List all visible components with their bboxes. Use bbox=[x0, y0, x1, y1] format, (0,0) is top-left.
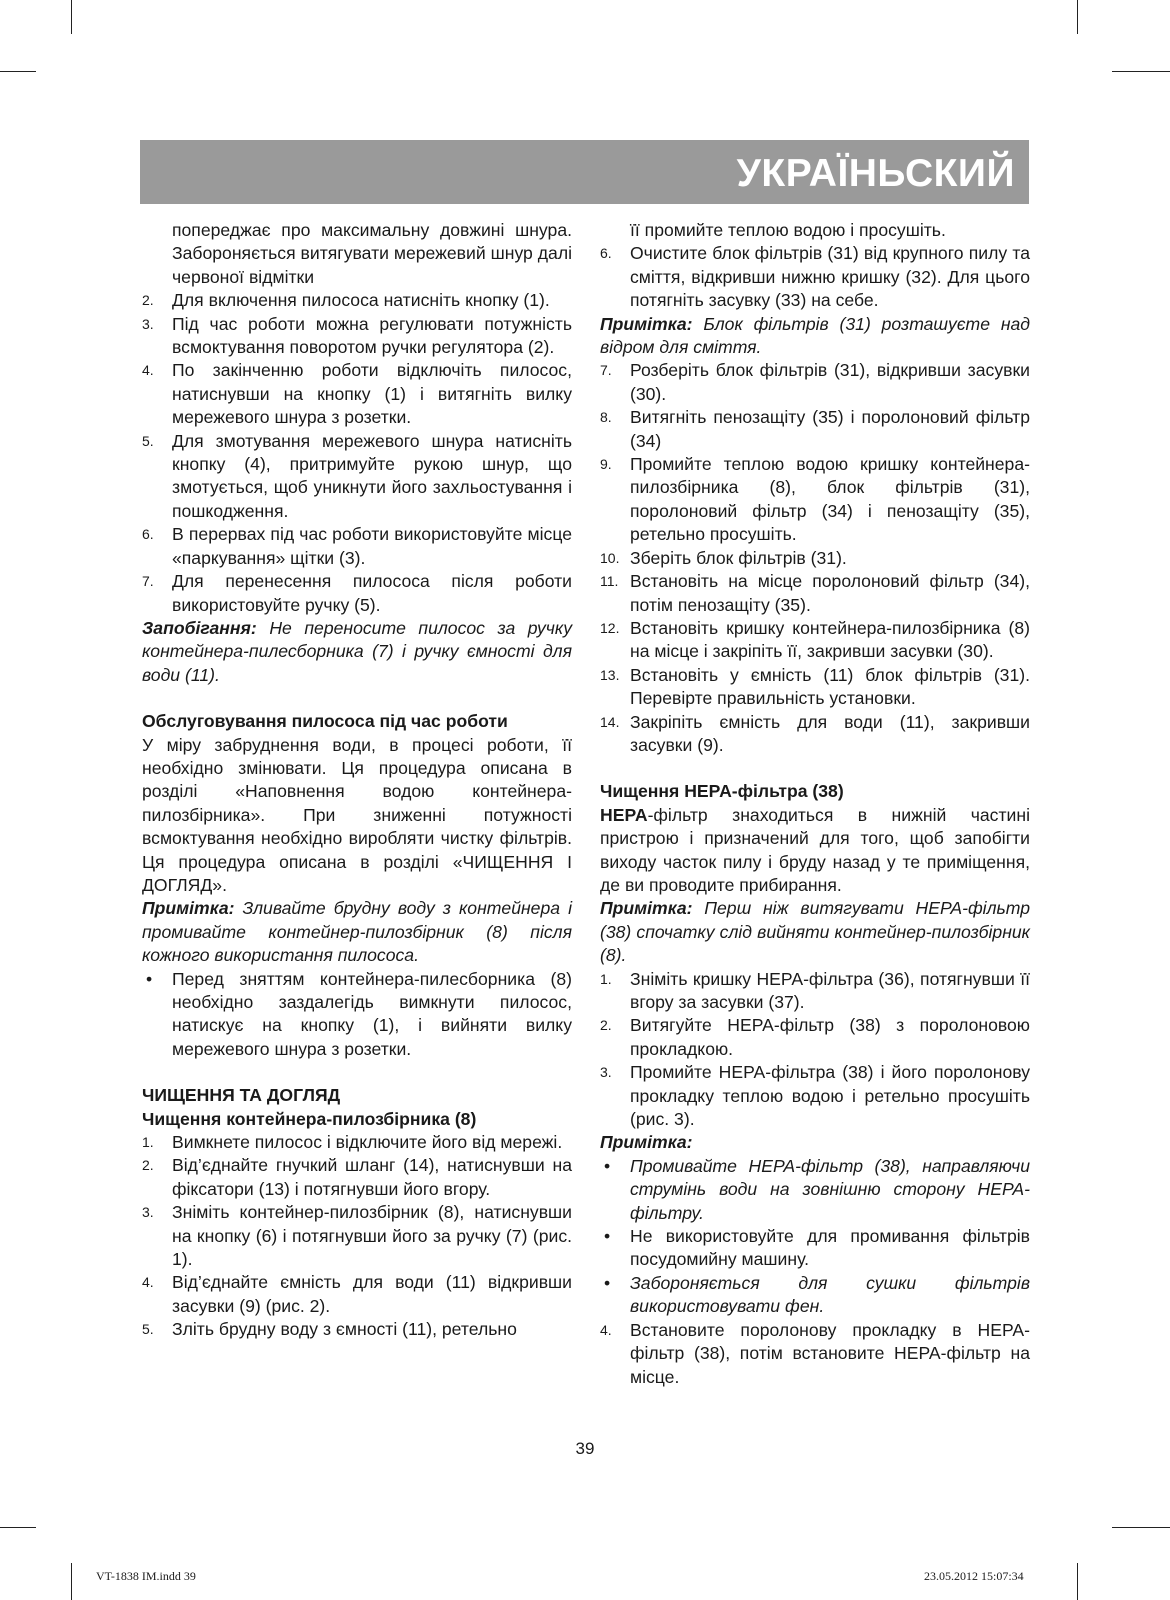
item-text: Встановіть кришку контейнера-пилозбірника (8) на місце і закріпіть її, закривши засувки (30). bbox=[630, 617, 1030, 662]
warning-text: Не переносите пилосос за ручку контейнера-пилесборника (7) і ручку ємності для води (11). bbox=[142, 617, 573, 685]
note bbox=[600, 897, 1030, 967]
item-text: Під час роботи можна регулювати потужність всмоктування поворотом ручки регулятора (2). bbox=[172, 313, 572, 358]
item-number: 4. bbox=[600, 1321, 612, 1338]
item-text: Вимкнете пилосос і відключите його від мережі. bbox=[172, 1132, 563, 1153]
crop-mark bbox=[1112, 71, 1170, 72]
item-number: 6. bbox=[142, 526, 154, 543]
list-item bbox=[600, 242, 1030, 312]
note-text: Перш ніж витягувати HEPA-фільтр (38) спочатку слід вийняти контейнер-пилозбірник (8). bbox=[600, 898, 1031, 966]
language-title: УКРАЇНЬСКИЙ bbox=[736, 152, 1015, 195]
bullet-text: Перед зняттям контейнера-пилесборника (8) необхідно заздалегідь вимкнути пилосос, натискує на кнопку (1), і вийняти вилку мережевого шнура з розетки. bbox=[172, 968, 572, 1059]
right-column bbox=[600, 219, 1030, 1389]
list-item bbox=[600, 968, 1030, 1015]
item-number: 3. bbox=[142, 315, 154, 332]
item-number: 3. bbox=[142, 1204, 154, 1221]
item-text: По закінченню роботи відключіть пилосос, натиснувши на кнопку (1) і витягніть вилку мережевого шнура з розетки. bbox=[172, 360, 572, 428]
crop-mark bbox=[0, 71, 36, 72]
note-text: Блок фільтрів (31) розташуєте над відром для сміття. bbox=[600, 313, 1031, 358]
item-number: 4. bbox=[142, 362, 154, 379]
item-text: Від’єднайте ємність для води (11) відкривши засувки (9) (рис. 2). bbox=[172, 1272, 572, 1316]
item-text: В перервах під час роботи використовуйте місце «паркування» щітки (3). bbox=[172, 524, 572, 568]
item-number: 12. bbox=[600, 619, 620, 636]
list-item bbox=[600, 711, 1030, 758]
item-number: 9. bbox=[600, 456, 612, 473]
item-number: 1. bbox=[142, 1134, 154, 1151]
list-item bbox=[600, 617, 1030, 664]
item-text: Зніміть кришку HEPA-фільтра (36), потягнувши її вгору за засувки (37). bbox=[630, 968, 1030, 1012]
note-label: Примітка: bbox=[600, 1132, 693, 1153]
hepa-bold: HEPA bbox=[600, 804, 648, 825]
list-item bbox=[600, 406, 1030, 453]
item-number: 10. bbox=[600, 549, 620, 566]
hepa-bullets bbox=[600, 1155, 1030, 1319]
item-text: Закріпіть ємність для води (11), закривши засувки (9). bbox=[630, 711, 1030, 755]
list-item bbox=[600, 547, 1030, 570]
item-text: Промийте теплою водою кришку контейнера-пилозбірника (8), блок фільтрів (31), поролоновий фільтр (34) і пенозащіту (35), ретельно просушіть. bbox=[630, 454, 1030, 545]
hepa-text: -фільтр знаходиться в нижній частині пристрою і призначений для того, щоб запобігти виходу часток пилу і бруду назад у те приміщення, де ви проводите прибирання. bbox=[600, 804, 1030, 895]
item-text: Промийте HEPA-фільтра (38) і його поролонову прокладку теплою водою і ретельно просушіть (рис. 3). bbox=[630, 1062, 1030, 1130]
note bbox=[142, 897, 572, 967]
language-header-bar bbox=[140, 140, 1029, 204]
item-text: Зніміть контейнер-пилозбірник (8), натиснувши на кнопку (6) і потягнувши його за ручку (7) (рис. 1). bbox=[172, 1202, 572, 1270]
list-item bbox=[142, 313, 572, 360]
list-item bbox=[142, 289, 572, 312]
left-column bbox=[142, 219, 572, 1342]
list-item bbox=[600, 453, 1030, 547]
bullet-item bbox=[600, 1272, 1030, 1319]
item-text: Розберіть блок фільтрів (31), відкривши засувки (30). bbox=[630, 360, 1030, 404]
hepa-paragraph bbox=[600, 804, 1030, 898]
list-item bbox=[142, 1131, 572, 1154]
list-item bbox=[600, 1319, 1030, 1389]
subsection-heading: Чищення HEPA-фільтра (38) bbox=[600, 781, 844, 802]
note bbox=[600, 313, 1030, 360]
chapter-heading: ЧИЩЕННЯ ТА ДОГЛЯД bbox=[142, 1085, 341, 1106]
item-number: 4. bbox=[142, 1274, 154, 1291]
list-item bbox=[142, 1154, 572, 1201]
item-text: Для змотування мережевого шнура натисніть кнопку (4), притримуйте рукою шнур, що змотується, щоб уникнути його захльостування і пошкодження. bbox=[172, 430, 572, 521]
bullet-mark: • bbox=[146, 968, 153, 989]
item-number: 2. bbox=[142, 1157, 154, 1174]
item-number: 5. bbox=[142, 432, 154, 449]
note-label: Примітка: bbox=[600, 898, 693, 919]
list-item bbox=[600, 359, 1030, 406]
paragraph-continuation: попереджає про максимальну довжині шнура. Забороняється витягувати мережевий шнур далі червоної відмітки bbox=[172, 220, 572, 287]
item-text: Витягніть пенозащіту (35) і поролоновий фільтр (34) bbox=[630, 407, 1030, 451]
note-label: Примітка: bbox=[142, 898, 235, 919]
list-item bbox=[142, 359, 572, 429]
warning-note bbox=[142, 617, 572, 687]
list-item bbox=[142, 430, 572, 524]
container-cleaning-steps bbox=[142, 1131, 572, 1342]
item-text: Очистите блок фільтрів (31) від крупного пилу та сміття, відкривши нижню кришку (32). Для цього потягніть засувку (33) на себе. bbox=[630, 243, 1030, 311]
page-number: 39 bbox=[575, 1439, 595, 1458]
bullet-text: Не використовуйте для промивання фільтрів посудомийну машину. bbox=[630, 1226, 1030, 1270]
list-item bbox=[600, 570, 1030, 617]
item-number: 8. bbox=[600, 409, 612, 426]
bullet-mark: • bbox=[604, 1155, 611, 1176]
footer-timestamp: 23.05.2012 15:07:34 bbox=[924, 1569, 1024, 1583]
paragraph-continuation: її промийте теплою водою і просушіть. bbox=[630, 220, 946, 240]
item-number: 6. bbox=[600, 245, 612, 262]
bullet-item bbox=[142, 968, 572, 1062]
operation-steps-list bbox=[142, 289, 572, 617]
bullet-mark: • bbox=[604, 1272, 611, 1293]
item-text: Витягуйте HEPA-фільтр (38) з поролоновою прокладкою. bbox=[630, 1015, 1030, 1059]
crop-mark bbox=[1077, 1563, 1078, 1600]
item-number: 7. bbox=[142, 573, 154, 590]
item-text: Для перенесення пилососа після роботи використовуйте ручку (5). bbox=[172, 571, 572, 615]
bullet-text: Забороняється для сушки фільтрів використовувати фен. bbox=[630, 1272, 1030, 1317]
item-number: 5. bbox=[142, 1321, 154, 1338]
item-number: 3. bbox=[600, 1064, 612, 1081]
list-item bbox=[142, 570, 572, 617]
item-number: 2. bbox=[142, 292, 154, 309]
filter-cleaning-steps bbox=[600, 359, 1030, 757]
crop-mark bbox=[1112, 1527, 1170, 1528]
list-item bbox=[600, 664, 1030, 711]
item-number: 2. bbox=[600, 1017, 612, 1034]
item-number: 7. bbox=[600, 362, 612, 379]
item-text: Зберіть блок фільтрів (31). bbox=[630, 547, 847, 568]
item-text: Злiть брудну воду з ємності (11), ретельно bbox=[172, 1319, 517, 1340]
hepa-steps-list bbox=[600, 968, 1030, 1132]
item-text: Встановіть у ємність (11) блок фільтрів (31). Перевірте правильність установки. bbox=[630, 664, 1030, 709]
bullet-text: Промивайте HEPA-фільтр (38), направляючи струмінь води на зовнішню сторону HEPA-фільтру. bbox=[630, 1155, 1030, 1223]
list-item bbox=[142, 1318, 572, 1341]
item-number: 14. bbox=[600, 713, 620, 730]
list-item bbox=[142, 523, 572, 570]
bullet-item bbox=[600, 1155, 1030, 1225]
note-text: Зливайте брудну воду з контейнера і промивайте контейнер-пилозбірник (8) після кожного використання пилососа. bbox=[142, 898, 572, 966]
item-number: 11. bbox=[600, 573, 619, 590]
footer-file-info: VT-1838 IM.indd 39 bbox=[96, 1569, 196, 1583]
item-text: Встановите поролонову прокладку в HEPA-фільтр (38), потім встановите HEPA-фільтр на місце. bbox=[630, 1319, 1030, 1387]
service-paragraph: У міру забруднення води, в процесі роботи, її необхідно змінювати. Ця процедура описана в розділі «Наповнення водою контейнера-пилозбірника». При зниженні потужності всмоктування необхідно виробляти чистку фільтрів. Ця процедура описана в розділі «ЧИЩЕННЯ І ДОГЛЯД». bbox=[142, 734, 572, 895]
crop-mark bbox=[71, 0, 72, 34]
section-heading: Обслуговування пилососа під час роботи bbox=[142, 711, 508, 732]
item-number: 1. bbox=[600, 970, 612, 987]
list-item bbox=[600, 1061, 1030, 1131]
subsection-heading: Чищення контейнера-пилозбірника (8) bbox=[142, 1108, 477, 1129]
crop-mark bbox=[71, 1563, 72, 1600]
item-text: Для включення пилососа натисніть кнопку (1). bbox=[172, 290, 550, 311]
bullet-mark: • bbox=[604, 1226, 611, 1247]
item-number: 13. bbox=[600, 666, 620, 683]
bullet-item bbox=[600, 1225, 1030, 1272]
warning-label: Запобігання: bbox=[142, 617, 257, 638]
item-text: Встановіть на місце поролоновий фільтр (34), потім пенозащіту (35). bbox=[630, 571, 1030, 615]
crop-mark bbox=[1077, 0, 1078, 34]
item-text: Від’єднайте гнучкий шланг (14), натиснувши на фіксатори (13) і потягнувши його вгору. bbox=[172, 1155, 572, 1199]
list-item bbox=[600, 1014, 1030, 1061]
note-label: Примітка: bbox=[600, 313, 693, 334]
list-item bbox=[142, 1201, 572, 1271]
list-item bbox=[142, 1271, 572, 1318]
crop-mark bbox=[0, 1527, 36, 1528]
